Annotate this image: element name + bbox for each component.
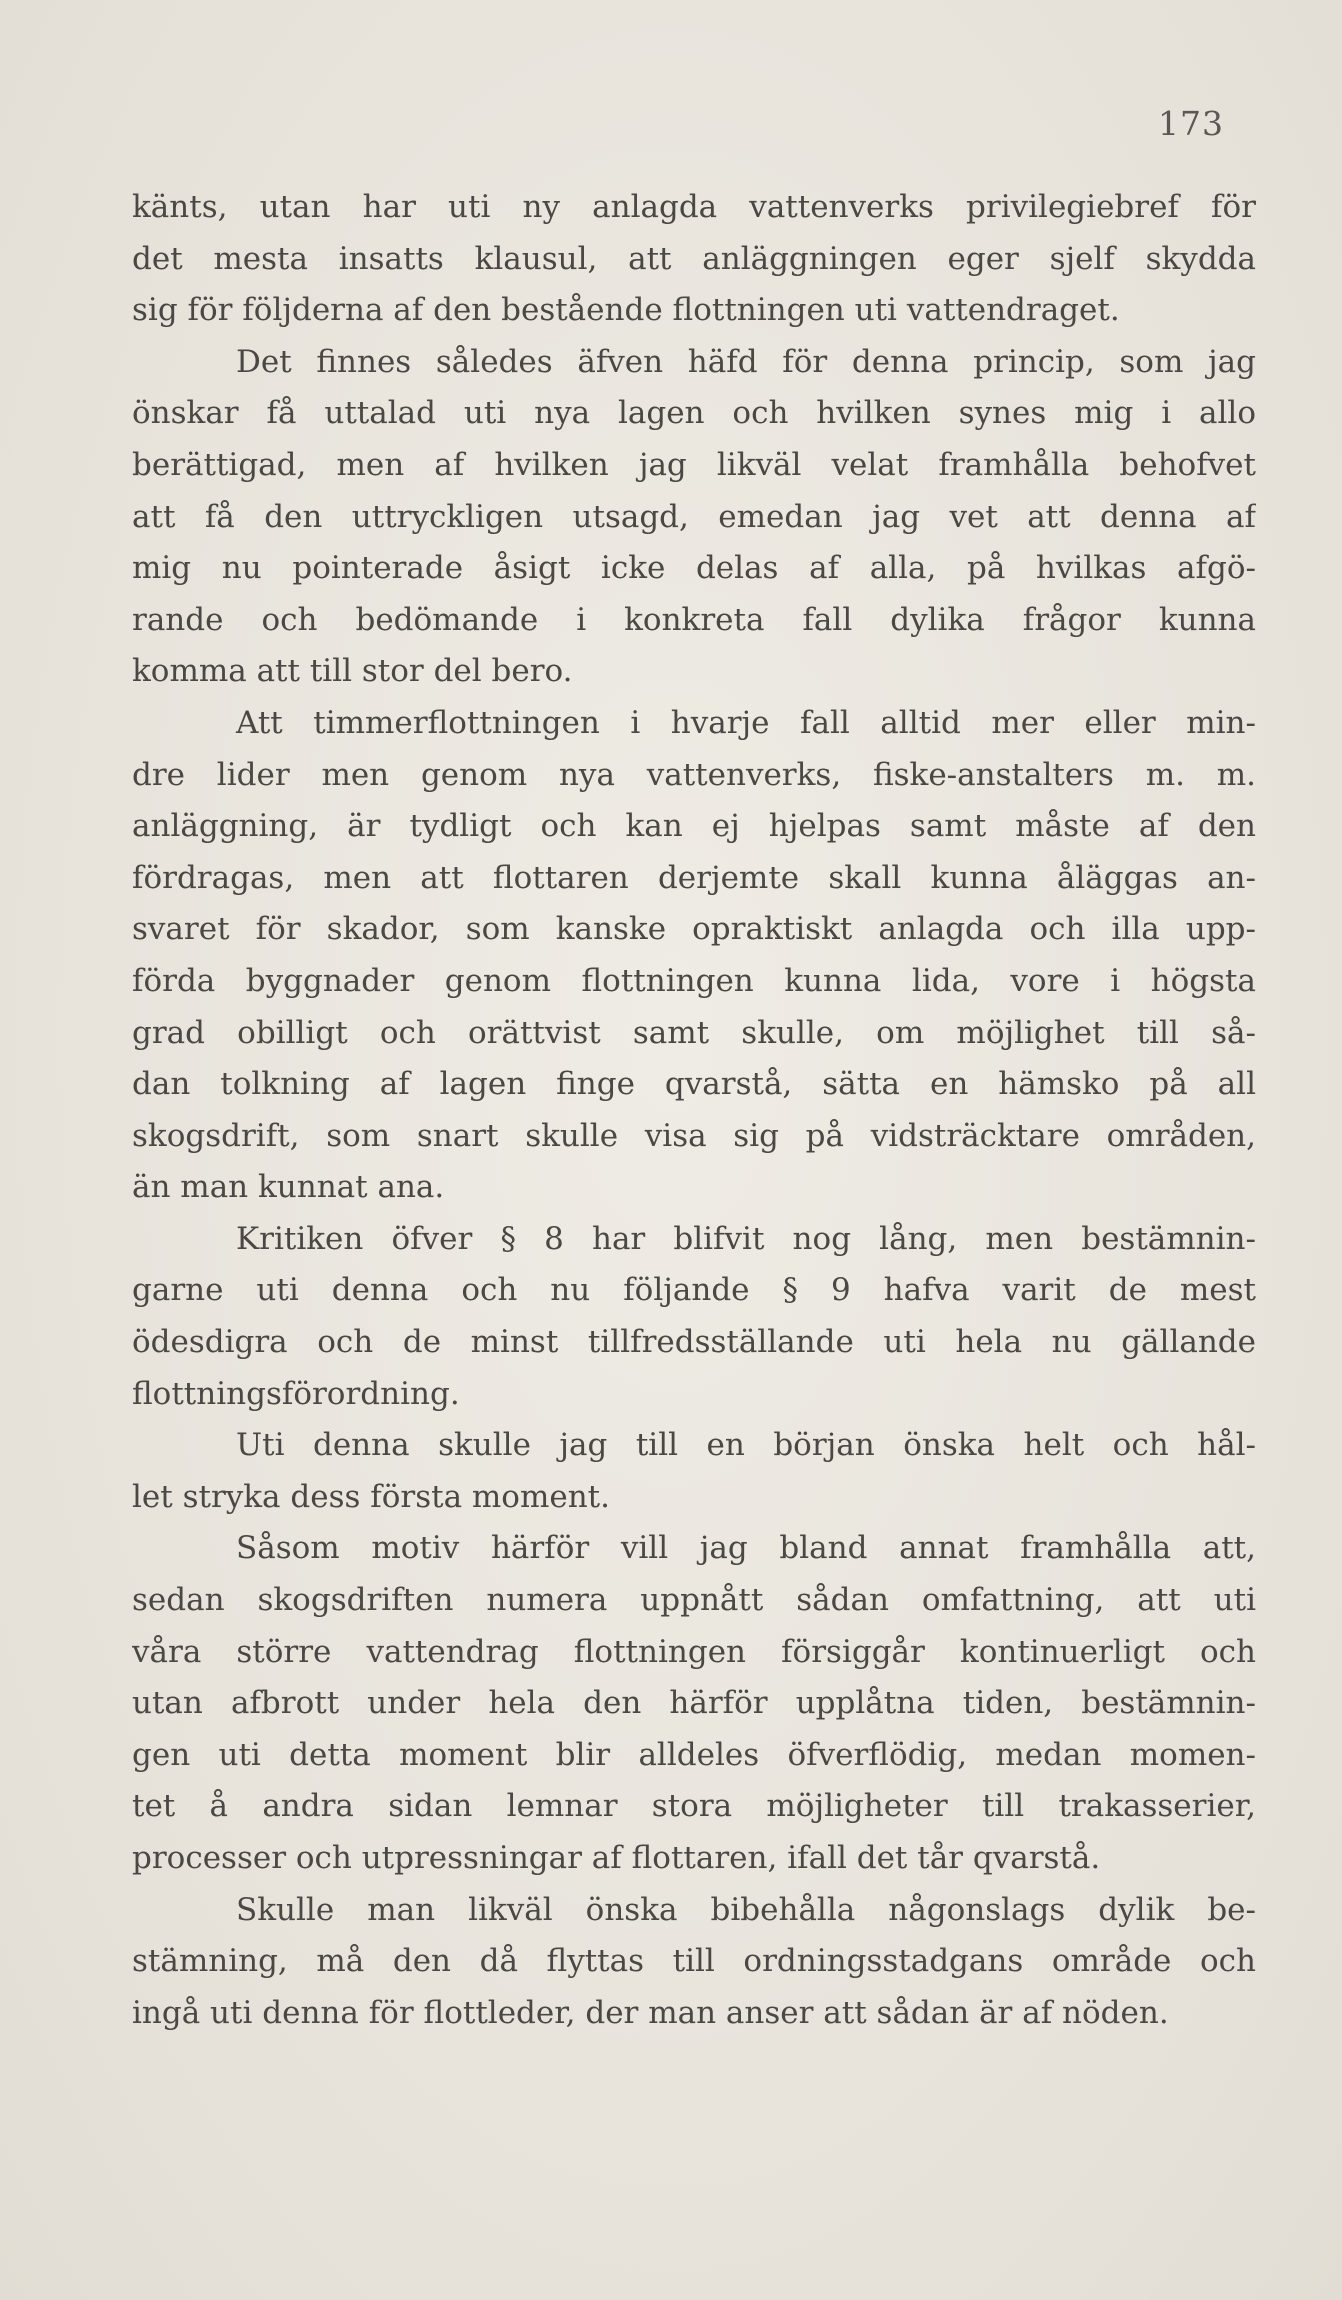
text-line: stämning, må den då flyttas till ordningsstadgans område och (132, 1943, 1256, 1980)
text-line: dan tolkning af lagen finge qvarstå, sätta en hämsko på all (132, 1066, 1256, 1103)
text-line: utan afbrott under hela den härför upplåtna tiden, bestämnin- (132, 1685, 1256, 1722)
text-line: berättigad, men af hvilken jag likväl velat framhålla behofvet (132, 446, 1256, 483)
text-line: processer och utpressningar af flottaren, ifall det tår qvarstå. (132, 1840, 1101, 1876)
paragraph (132, 337, 1256, 698)
text-line: det mesta insatts klausul, att anläggningen eger sjelf skydda (132, 240, 1256, 277)
text-line: Det finnes således äfven häfd för denna princip, som jag (236, 343, 1256, 380)
paragraph (132, 1885, 1256, 2040)
text-line: sig för följderna af den bestående flottningen uti vattendraget. (132, 292, 1120, 329)
text-line: sedan skogsdriften numera uppnått sådan omfattning, att uti (132, 1582, 1256, 1619)
text-line: önskar få uttalad uti nya lagen och hvilken synes mig i allo (132, 395, 1256, 432)
paragraph (132, 1214, 1256, 1420)
text-line: fördragas, men att flottaren derjemte skall kunna åläggas an- (132, 859, 1256, 896)
text-line: ingå uti denna för flottleder, der man anser att sådan är af nöden. (132, 1994, 1169, 2031)
text-line: grad obilligt och orättvist samt skulle, om möjlighet till så- (132, 1014, 1256, 1051)
text-line: känts, utan har uti ny anlagda vattenverks privilegiebref för (132, 189, 1256, 225)
text-line: mig nu pointerade åsigt icke delas af alla, på hvilkas afgö- (132, 550, 1256, 587)
text-line: förda byggnader genom flottningen kunna lida, vore i högsta (132, 962, 1256, 999)
text-line: svaret för skador, som kanske opraktiskt anlagda och illa upp- (132, 911, 1256, 948)
text-line: garne uti denna och nu följande § 9 hafva varit de mest (132, 1272, 1256, 1309)
paragraph (132, 698, 1256, 1214)
text-line: skogsdrift, som snart skulle visa sig på vidsträcktare områden, (132, 1117, 1256, 1154)
text-line: Kritiken öfver § 8 har blifvit nog lång, men bestämnin- (236, 1220, 1256, 1257)
text-line: let stryka dess första moment. (132, 1478, 610, 1515)
text-line: ödesdigra och de minst tillfredsställande uti hela nu gällande (132, 1324, 1256, 1361)
paragraph (132, 182, 1256, 337)
body-text (132, 182, 1256, 2039)
page-number: 173 (1158, 104, 1224, 143)
text-line: tet å andra sidan lemnar stora möjligheter till trakasserier, (132, 1788, 1256, 1825)
text-line: att få den uttryckligen utsagd, emedan jag vet att denna af (132, 498, 1256, 535)
text-line: Skulle man likväl önska bibehålla någonslags dylik be- (236, 1891, 1256, 1928)
text-line: våra större vattendrag flottningen försiggår kontinuerligt och (132, 1633, 1256, 1670)
text-line: rande och bedömande i konkreta fall dylika frågor kunna (132, 601, 1256, 638)
text-line: Uti denna skulle jag till en början önska helt och hål- (236, 1427, 1256, 1464)
text-line: flottningsförordning. (132, 1375, 460, 1412)
paragraph (132, 1523, 1256, 1884)
text-line: komma att till stor del bero. (132, 653, 573, 690)
text-line: än man kunnat ana. (132, 1169, 445, 1206)
text-line: gen uti detta moment blir alldeles öfverflödig, medan momen- (132, 1736, 1256, 1773)
text-line: dre lider men genom nya vattenverks, fiske-anstalters m. m. (132, 756, 1256, 793)
text-line: Såsom motiv härför vill jag bland annat framhålla att, (236, 1530, 1256, 1567)
paragraph (132, 1420, 1256, 1523)
text-line: anläggning, är tydligt och kan ej hjelpas samt måste af den (132, 808, 1256, 845)
text-line: Att timmerflottningen i hvarje fall alltid mer eller min- (236, 704, 1256, 741)
